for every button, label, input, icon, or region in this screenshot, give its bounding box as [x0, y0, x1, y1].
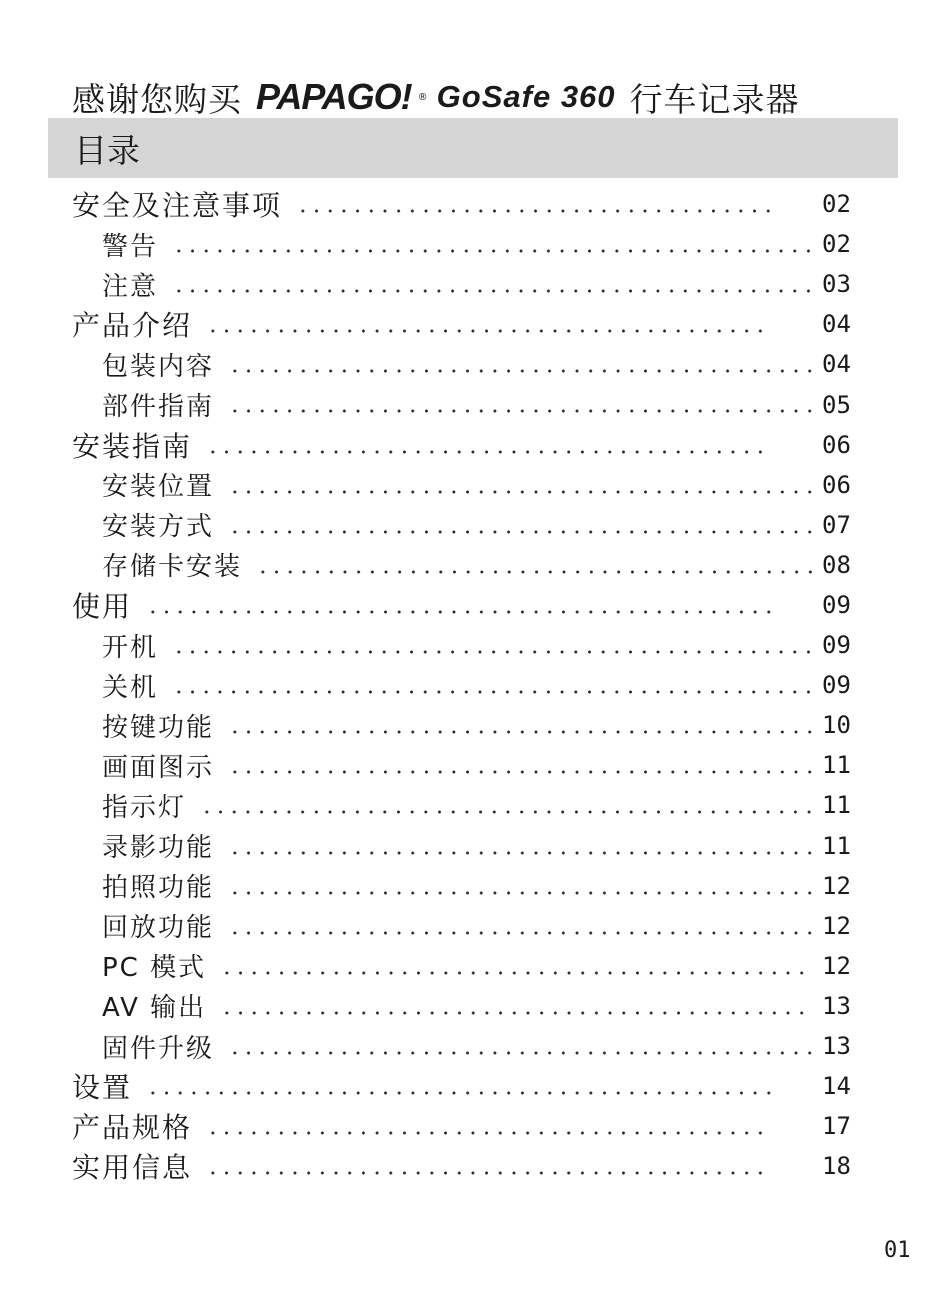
toc-entry[interactable]	[0, 264, 944, 304]
toc-entry[interactable]	[0, 465, 944, 505]
toc-leader-dots	[228, 729, 812, 735]
toc-entry-label: 按键功能	[102, 712, 215, 743]
toc-entry-page: 11	[822, 791, 851, 820]
toc-leader-dots	[200, 809, 812, 815]
toc-entry-label: 产品介绍	[72, 309, 193, 343]
toc-entry-label: 安装指南	[72, 429, 193, 463]
toc-entry-page: 11	[822, 831, 851, 860]
toc-leader-dots	[146, 609, 772, 615]
toc-entry-label: 安装位置	[102, 472, 215, 503]
toc-entry-label: 拍照功能	[102, 873, 215, 904]
toc-leader-dots	[206, 449, 772, 455]
toc-leader-dots	[172, 288, 812, 294]
toc-leader-dots	[296, 208, 772, 214]
toc-entry-page: 17	[822, 1112, 851, 1141]
toc-entry-label: 部件指南	[102, 392, 215, 423]
toc-entry-label: 录影功能	[102, 833, 215, 864]
toc-entry[interactable]	[0, 184, 944, 224]
registered-mark: ®	[417, 91, 429, 103]
toc-entry-page: 04	[822, 310, 851, 339]
toc-entry-label: 关机	[102, 672, 159, 703]
toc-entry-label: 固件升级	[102, 1033, 215, 1064]
toc-leader-dots	[228, 368, 812, 374]
toc-entry-page: 14	[822, 1072, 851, 1101]
toc-entry[interactable]	[0, 1066, 944, 1106]
section-title-band	[48, 118, 898, 178]
toc-leader-dots	[146, 1090, 772, 1096]
toc-entry[interactable]	[0, 705, 944, 745]
toc-entry-page: 13	[822, 991, 851, 1020]
toc-entry-label: 画面图示	[102, 752, 215, 783]
toc-entry-label: 警告	[102, 231, 159, 262]
toc-entry-label: 安全及注意事项	[72, 189, 283, 223]
toc-entry[interactable]	[0, 304, 944, 344]
toc-entry[interactable]	[0, 946, 944, 986]
toc-leader-dots	[172, 248, 812, 254]
toc-entry-label: 产品规格	[72, 1111, 193, 1145]
toc-entry[interactable]	[0, 1106, 944, 1146]
toc-entry[interactable]	[0, 866, 944, 906]
toc-entry-page: 08	[822, 550, 851, 579]
toc-entry-page: 06	[822, 430, 851, 459]
toc-entry[interactable]	[0, 986, 944, 1026]
toc-entry-label: PC 模式	[102, 953, 207, 984]
model-name: GoSafe 360	[436, 79, 616, 114]
section-title: 目录	[74, 130, 140, 170]
toc-entry[interactable]	[0, 826, 944, 866]
toc-entry[interactable]	[0, 745, 944, 785]
toc-entry-label: 存储卡安装	[102, 552, 243, 583]
toc-entry-page: 09	[822, 590, 851, 619]
page-number: 01	[884, 1238, 911, 1263]
toc-entry[interactable]	[0, 505, 944, 545]
toc-entry[interactable]	[0, 1026, 944, 1066]
toc-leader-dots	[206, 1130, 772, 1136]
toc-leader-dots	[228, 489, 812, 495]
toc-entry-page: 06	[822, 470, 851, 499]
toc-entry-page: 03	[822, 270, 851, 299]
toc-leader-dots	[220, 970, 812, 976]
toc-entry-label: 设置	[72, 1071, 133, 1105]
toc-entry-page: 09	[822, 671, 851, 700]
toc-entry-page: 12	[822, 951, 851, 980]
toc-leader-dots	[206, 1170, 772, 1176]
header-prefix: 感谢您购买	[72, 79, 242, 119]
toc-entry-page: 02	[822, 230, 851, 259]
toc-entry-page: 07	[822, 510, 851, 539]
toc-entry[interactable]	[0, 425, 944, 465]
toc-entry-page: 13	[822, 1032, 851, 1061]
toc-leader-dots	[172, 689, 812, 695]
toc-leader-dots	[228, 1050, 812, 1056]
toc-entry-label: 指示灯	[102, 792, 187, 823]
toc-entry[interactable]	[0, 665, 944, 705]
toc-entry-page: 12	[822, 871, 851, 900]
toc-leader-dots	[228, 850, 812, 856]
toc-leader-dots	[256, 569, 812, 575]
toc-entry-page: 04	[822, 350, 851, 379]
toc-entry[interactable]	[0, 785, 944, 825]
header-suffix: 行车记录器	[629, 79, 800, 119]
toc-entry-label: 开机	[102, 632, 159, 663]
toc-entry[interactable]	[0, 1146, 944, 1186]
toc-leader-dots	[220, 1010, 812, 1016]
toc-entry[interactable]	[0, 384, 944, 424]
brand-logo: PAPAGO!	[256, 76, 412, 117]
toc-leader-dots	[228, 529, 812, 535]
toc-leader-dots	[206, 328, 772, 334]
toc-entry-label: 注意	[102, 271, 159, 302]
toc-entry-page: 10	[822, 711, 851, 740]
toc-leader-dots	[228, 930, 812, 936]
toc-entry[interactable]	[0, 224, 944, 264]
toc-leader-dots	[228, 769, 812, 775]
toc-entry-label: 回放功能	[102, 913, 215, 944]
toc-entry-label: AV 输出	[102, 993, 207, 1024]
toc-entry-page: 18	[822, 1152, 851, 1181]
toc-entry[interactable]	[0, 906, 944, 946]
toc-entry[interactable]	[0, 545, 944, 585]
toc-leader-dots	[228, 408, 812, 414]
toc-entry-page: 11	[822, 751, 851, 780]
toc-leader-dots	[228, 890, 812, 896]
toc-entry-label: 安装方式	[102, 512, 215, 543]
toc-entry-page: 12	[822, 911, 851, 940]
toc-leader-dots	[172, 649, 812, 655]
document-header	[72, 72, 800, 122]
table-of-contents	[0, 184, 944, 1186]
toc-entry-label: 使用	[72, 589, 133, 623]
toc-entry-page: 09	[822, 631, 851, 660]
toc-entry-page: 02	[822, 190, 851, 219]
toc-entry-page: 05	[822, 390, 851, 419]
toc-entry[interactable]	[0, 625, 944, 665]
toc-entry-label: 包装内容	[102, 351, 215, 382]
toc-entry-label: 实用信息	[72, 1151, 193, 1185]
toc-entry[interactable]	[0, 344, 944, 384]
toc-entry[interactable]	[0, 585, 944, 625]
